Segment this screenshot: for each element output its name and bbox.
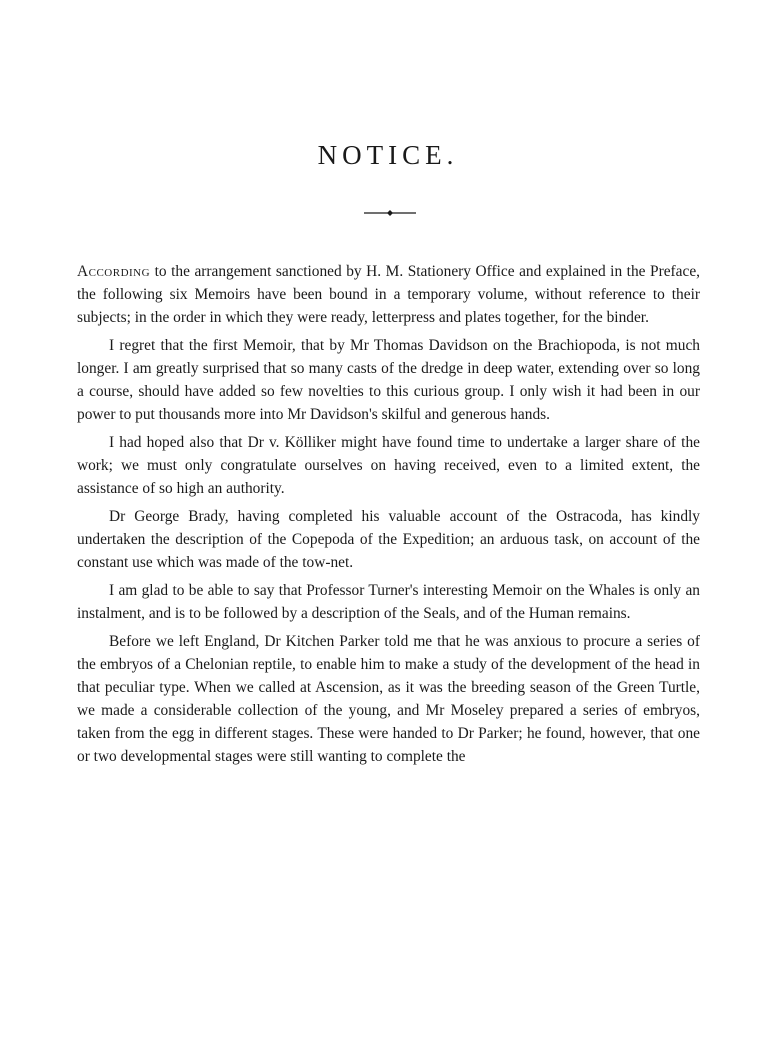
- page-title: NOTICE.: [317, 140, 459, 170]
- notice-body: [77, 260, 700, 773]
- paragraph-3: I had hoped also that Dr v. Kölliker might have found time to undertake a larger share of the work; we must only congratulate ourselves on having received, even to a limited extent, the assistance of so high an authority.: [77, 434, 700, 497]
- paragraph-2: I regret that the first Memoir, that by Mr Thomas Davidson on the Brachiopoda, is not much longer. I am greatly surprised that so many casts of the dredge in deep water, extending over so long a course, should have added so few novelties to this curious group. I only wish it had been in our power to put thousands more into Mr Davidson's skilful and generous hands.: [77, 337, 700, 423]
- paragraph-4: Dr George Brady, having completed his valuable account of the Ostracoda, has kindly undertaken the description of the Copepoda of the Expedition; an arduous task, on account of the constant use which was made of the tow-net.: [77, 508, 700, 571]
- paragraph-5: I am glad to be able to say that Professor Turner's interesting Memoir on the Whales is only an instalment, and is to be followed by a description of the Seals, and of the Human remains.: [77, 582, 700, 622]
- paragraph-text: to the arrangement sanctioned by H. M. Stationery Office and explained in the Preface, the following six Memoirs have been bound in a temporary volume, without reference to their subjects; in the order in which they were ready, letterpress and plates together, for the binder.: [77, 263, 700, 326]
- ornament-rule-icon: [364, 208, 416, 218]
- paragraph-lead: According: [77, 263, 151, 280]
- paragraph-1: [77, 260, 700, 329]
- paragraph-6: Before we left England, Dr Kitchen Parker told me that he was anxious to procure a series of the embryos of a Chelonian reptile, to enable him to make a study of the development of the head in that peculiar type. When we called at Ascension, as it was the breeding season of the Green Turtle, we made a considerable collection of the young, and Mr Moseley prepared a series of embryos, taken from the egg in different stages. These were handed to Dr Parker; he found, however, that one or two developmental stages were still wanting to complete the: [77, 633, 700, 765]
